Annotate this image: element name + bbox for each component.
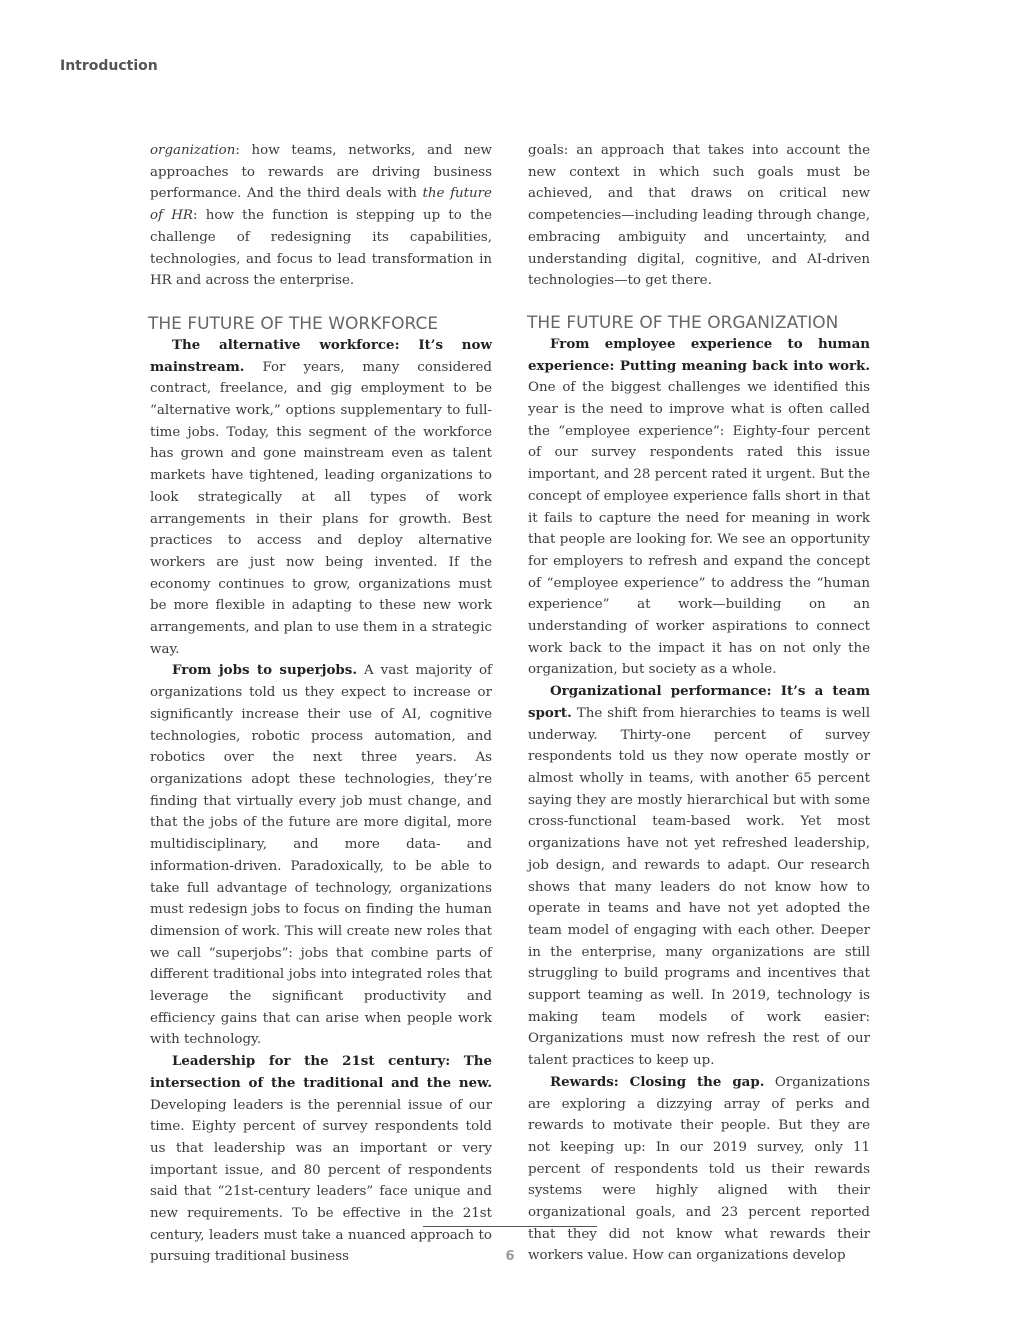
section-heading-workforce: THE FUTURE OF THE WORKFORCE bbox=[148, 313, 439, 334]
paragraph-superjobs bbox=[150, 660, 492, 1051]
intro-term-future-of-hr: the future of HR bbox=[150, 186, 492, 224]
intro-term-organization: organization bbox=[150, 143, 236, 158]
intro-text-1: : how teams, networks, and new approaches to rewards are driving business performance. And the third deals with bbox=[150, 143, 492, 202]
paragraph-lead: Organizational performance: It’s a team sport. bbox=[528, 683, 870, 721]
paragraph-body: One of the biggest challenges we identified this year is the need to improve what is often called the “employee experience”: Eighty-four percent of our survey respondents rated this issue important, and 28 percent rated it urgent. But the concept of employee experience falls short in that it fails to capture the need for meaning in work that people are looking for. We see an opportunity for employers to refresh and expand the concept of “employee experience” to address the “human experience” at work—building on an understanding of worker aspirations to connect work back to the impact it has on not only the organization, but society as a whole. bbox=[528, 380, 870, 678]
right-column bbox=[528, 140, 870, 1267]
paragraph-body: For years, many considered contract, freelance, and gig employment to be “alternative work,” options supplementary to full-time jobs. Today, this segment of the workforce has grown and gone mainstream even as talent markets have tightened, leading organizations to look strategically at all types of work arrangements in their plans for growth. Best practices to access and deploy alternative workers are just now being invented. If the economy continues to grow, organizations must be more flexible in adapting to these new work arrangements, and plan to use them in a strategic way. bbox=[150, 359, 492, 657]
paragraph-alternative-workforce bbox=[150, 335, 492, 661]
paragraph-lead: Leadership for the 21st century: The intersection of the traditional and the new. bbox=[150, 1053, 492, 1091]
intro-paragraph-left bbox=[150, 140, 492, 292]
paragraph-body: The shift from hierarchies to teams is well underway. Thirty-one percent of survey respondents told us they now operate mostly or almost wholly in teams, with another 65 percent saying they are mostly hierarchical but with some cross-functional team-based work. Yet most organizations have not yet refreshed leadership, job design, and rewards to adapt. Our research shows that many leaders do not know how to operate in teams and have not yet adopted the team model of engaging with each other. Deeper in the enterprise, many organizations are still struggling to build programs and incentives that support teaming as well. In 2019, technology is making team models of work easier: Organizations must now refresh the rest of our talent practices to keep up. bbox=[528, 705, 870, 1069]
paragraph-lead: The alternative workforce: It’s now mainstream. bbox=[150, 336, 492, 375]
paragraph-body: Developing leaders is the perennial issue of our time. Eighty percent of survey respondents told us that leadership was an important or very important issue, and 80 percent of respondents said that “21st-century leaders” face unique and new requirements. To be effective in the 21st century, leaders must take a nuanced approach to pursuing traditional business bbox=[150, 1097, 492, 1265]
paragraph-lead: Rewards: Closing the gap. bbox=[550, 1073, 765, 1090]
paragraph-human-experience bbox=[528, 334, 870, 681]
paragraph-lead: From employee experience to human experience: Putting meaning back into work. bbox=[528, 335, 870, 374]
left-column bbox=[150, 140, 492, 1268]
section-heading-organization: THE FUTURE OF THE ORGANIZATION bbox=[527, 312, 839, 333]
paragraph-rewards bbox=[528, 1072, 870, 1267]
intro-text-2: : how the function is stepping up to the challenge of redesigning its capabilities, technologies, and focus to lead transformation in HR and across the enterprise. bbox=[150, 208, 492, 289]
intro-paragraph-right: goals: an approach that takes into account the new context in which such goals must be achieved, and that draws on critical new competencies—including leading through change, embracing ambiguity and uncertainty, and understanding digital, cognitive, and AI-driven technologies—to get there. bbox=[528, 143, 870, 289]
running-head: Introduction bbox=[60, 58, 158, 74]
paragraph-body: A vast majority of organizations told us they expect to increase or significantly increase their use of AI, cognitive technologies, robotic process automation, and robotics over the next three years. As organizations adopt these technologies, they’re finding that virtually every job must change, and that the jobs of the future are more digital, more multidisciplinary, and more data- and information-driven. Paradoxically, to be able to take full advantage of technology, organizations must redesign jobs to focus on finding the human dimension of work. This will create new roles that we call “superjobs”: jobs that combine parts of different traditional jobs into integrated roles that leverage the significant productivity and efficiency gains that can arise when people work with technology. bbox=[150, 663, 492, 1048]
footer-rule bbox=[423, 1226, 597, 1227]
paragraph-body: Organizations are exploring a dizzying array of perks and rewards to motivate their people. But they are not keeping up: In our 2019 survey, only 11 percent of respondents told us their rewards systems were highly aligned with their organizational goals, and 23 percent reported that they did not know what rewards their workers value. How can organizations develop bbox=[528, 1074, 870, 1264]
page-number: 6 bbox=[505, 1249, 515, 1264]
paragraph-lead: From jobs to superjobs. bbox=[172, 662, 357, 679]
paragraph-leadership bbox=[150, 1051, 492, 1268]
paragraph-organizational-performance bbox=[528, 681, 870, 1072]
